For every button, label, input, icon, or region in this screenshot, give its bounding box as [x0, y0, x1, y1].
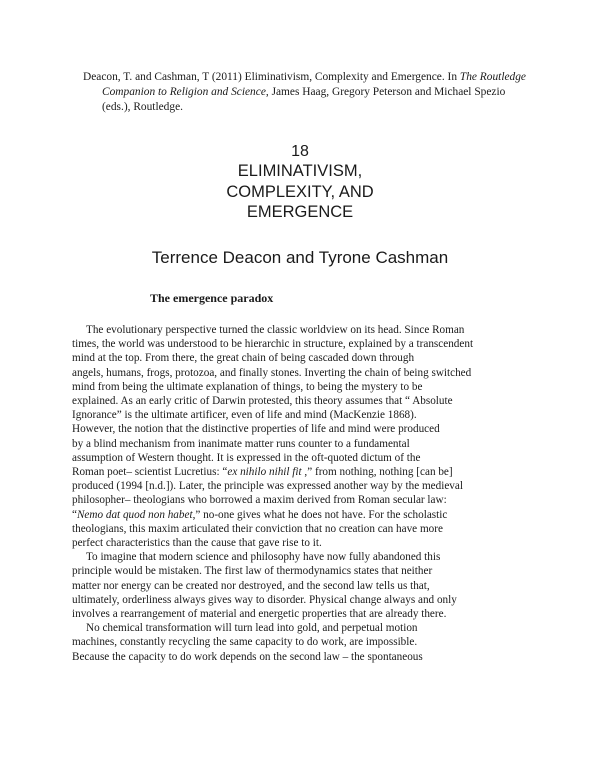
- text-line: explained. As an early critic of Darwin protested, this theory assumes that “ Absolute: [72, 395, 453, 408]
- citation-editors: , James Haag, Gregory Peterson and Michael Spezio: [265, 86, 506, 98]
- text-line: matter nor energy can be created nor destroyed, and the second law tells us that,: [72, 579, 430, 592]
- text-line: assumption of Western thought. It is expressed in the oft-quoted dictum of the: [72, 451, 421, 464]
- text-line: No chemical transformation will turn lead into gold, and perpetual motion: [86, 622, 418, 635]
- text-line: However, the notion that the distinctive properties of life and mind were produced: [72, 423, 440, 436]
- text-line: principle would be mistaken. The first law of thermodynamics states that neither: [72, 565, 433, 578]
- text-line: times, the world was understood to be hierarchic in structure, explained by a transcendent: [72, 338, 474, 351]
- text-run: ,” from nothing, nothing [can be]: [301, 466, 453, 479]
- text-run: “: [72, 508, 77, 521]
- latin-maxim: Nemo dat quod non habet: [76, 508, 193, 521]
- text-line: [72, 465, 532, 479]
- text-line: To imagine that modern science and philosophy have now fully abandoned this: [86, 551, 441, 564]
- citation-publisher: (eds.), Routledge.: [102, 101, 183, 113]
- section-title: The emergence paradox: [150, 291, 274, 305]
- text-line: philosopher– theologians who borrowed a maxim derived from Roman secular law:: [72, 494, 447, 507]
- chapter-title: [0, 161, 600, 223]
- citation-line-2: [83, 85, 553, 100]
- text-run: ,” no-one gives what he does not have. For the scholastic: [192, 508, 448, 521]
- text-line: produced (1994 [n.d.]). Later, the principle was expressed another way by the medieval: [72, 480, 463, 493]
- text-run: Roman poet– scientist Lucretius: “: [72, 466, 228, 479]
- citation-book-title-2: Companion to Religion and Science: [102, 86, 266, 98]
- text-line: theologians, this maxim articulated their conviction that no creation can have more: [72, 522, 443, 535]
- text-line: mind from being the ultimate explanation of things, to being the mystery to be: [72, 380, 423, 393]
- text-line: perfect characteristics than the cause that gave rise to it.: [72, 537, 322, 550]
- text-line: involves a rearrangement of material and energetic properties that are already there.: [72, 608, 447, 621]
- text-line: by a blind mechanism from inanimate matter runs counter to a fundamental: [72, 437, 410, 450]
- chapter-title-line: ELIMINATIVISM,: [237, 162, 363, 180]
- text-line: machines, constantly recycling the same capacity to do work, are impossible.: [72, 636, 418, 649]
- chapter-number: 18: [291, 143, 309, 160]
- text-line: Because the capacity to do work depends on the second law – the spontaneous: [72, 650, 423, 663]
- text-line: mind at the top. From there, the great chain of being cascaded down through: [72, 352, 415, 365]
- citation: [83, 70, 553, 115]
- chapter-authors: Terrence Deacon and Tyrone Cashman: [151, 248, 449, 267]
- text-line: [72, 508, 532, 522]
- citation-prefix: Deacon, T. and Cashman, T (2011) Eliminativism, Complexity and Emergence. In: [83, 71, 460, 83]
- chapter-title-line: COMPLEXITY, AND: [226, 182, 374, 201]
- latin-dictum: ex nihilo nihil fit: [227, 466, 302, 479]
- text-line: angels, humans, frogs, protozoa, and finally stones. Inverting the chain of being switched: [72, 366, 472, 379]
- body-text: [72, 323, 532, 664]
- text-line: Ignorance” is the ultimate artificer, even of life and mind (MacKenzie 1868).: [72, 409, 417, 422]
- text-line: ultimately, orderliness always gives way to disorder. Physical change always and only: [72, 593, 457, 606]
- citation-book-title-1: The Routledge: [459, 71, 526, 83]
- chapter-title-line: EMERGENCE: [246, 203, 354, 221]
- text-line: The evolutionary perspective turned the classic worldview on its head. Since Roman: [86, 324, 465, 336]
